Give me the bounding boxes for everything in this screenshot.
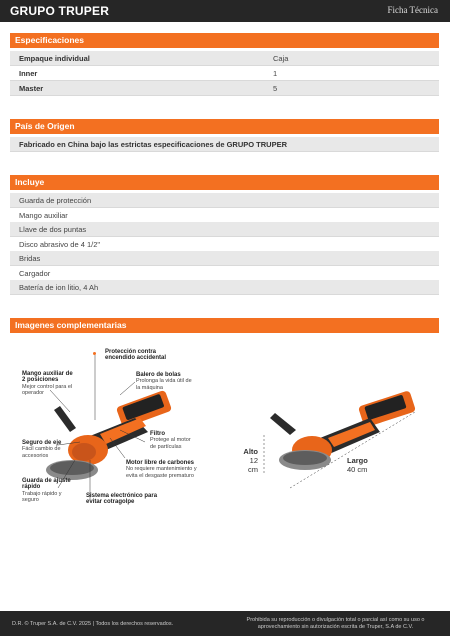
include-text: Batería de ion litio, 4 Ah — [19, 283, 99, 292]
spec-row — [10, 51, 439, 66]
callout-desc: Mejor control para el operador — [22, 383, 73, 396]
include-text: Llave de dos puntas — [19, 225, 87, 234]
callout-title: Sistema electrónico para evitar cotragolpe — [86, 493, 158, 506]
callout-desc: Protege al motor de partículas — [150, 437, 191, 450]
callout-sistema — [86, 493, 166, 506]
include-text: Guarda de protección — [19, 196, 92, 205]
callout-balero — [136, 372, 194, 391]
callout-title: Mango auxiliar de 2 posiciones — [22, 371, 73, 384]
callout-title: Motor libre de carbones — [126, 460, 195, 466]
dimension-value: 40 cm — [347, 465, 368, 474]
spec-row — [10, 66, 439, 81]
include-item — [10, 280, 439, 295]
include-text: Cargador — [19, 269, 51, 278]
include-item — [10, 222, 439, 237]
include-text: Disco abrasivo de 4 1/2" — [19, 240, 101, 249]
footer — [0, 611, 450, 636]
specs-header: Especificaciones — [10, 33, 439, 48]
page-title: Ficha Técnica — [387, 5, 438, 15]
grinder-dimensions-illustration — [250, 380, 430, 500]
spec-label: Empaque individual — [19, 54, 90, 63]
callout-guarda — [22, 478, 72, 503]
callout-title: Balero de bolas — [136, 372, 181, 378]
callout-desc: Trabajo rápido y seguro — [22, 490, 62, 503]
dimension-label: Largo — [347, 456, 368, 465]
dimension-value: 12 cm — [248, 456, 258, 474]
include-text: Bridas — [19, 254, 41, 263]
callout-desc: Fácil cambio de accesorios — [22, 446, 61, 459]
dimension-alto — [240, 447, 258, 474]
callout-motor — [126, 460, 198, 479]
includes-header: Incluye — [10, 175, 439, 190]
spec-row — [10, 81, 439, 96]
include-item — [10, 208, 439, 223]
brand-logo: GRUPO TRUPER — [10, 4, 110, 18]
top-bar — [0, 0, 450, 22]
include-item — [10, 237, 439, 252]
spec-label: Master — [19, 84, 44, 93]
footer-copyright: D.R. © Truper S.A. de C.V. 2025 | Todos los derechos reservados. — [12, 621, 174, 627]
callout-title: Seguro de eje — [22, 440, 62, 446]
include-text: Mango auxiliar — [19, 211, 68, 220]
callout-mango — [22, 371, 77, 396]
callout-seguro — [22, 440, 72, 459]
origin-header: País de Origen — [10, 119, 439, 134]
callout-title: Guarda de ajuste rápido — [22, 478, 71, 491]
origin-text: Fabricado en China bajo las estrictas especificaciones de GRUPO TRUPER — [19, 140, 288, 149]
callout-title: Filtro — [150, 431, 165, 437]
include-item — [10, 193, 439, 208]
callout-desc: Prolonga la vida útil de la máquina — [136, 378, 192, 391]
callout-marker — [93, 352, 96, 355]
dimension-label: Alto — [243, 447, 258, 456]
callout-filtro — [150, 431, 198, 450]
dimension-largo — [347, 456, 368, 474]
footer-legal: Prohibida su reproducción o divulgación total o parcial así como su uso o aprovechamiento sin autorización escrita de Truper, S.A de C.V. — [246, 617, 425, 630]
spec-value: 1 — [273, 69, 278, 78]
callout-title: Protección contra encendido accidental — [105, 349, 167, 362]
spec-value: Caja — [273, 54, 289, 63]
include-item — [10, 251, 439, 266]
images-header: Imagenes complementarias — [10, 318, 439, 333]
spec-label: Inner — [19, 69, 38, 78]
spec-value: 5 — [273, 84, 278, 93]
include-item — [10, 266, 439, 281]
callout-proteccion — [105, 349, 180, 362]
origin-row — [10, 137, 439, 152]
callout-desc: No requiere mantenimiento y evita el desgaste prematuro — [126, 466, 197, 479]
